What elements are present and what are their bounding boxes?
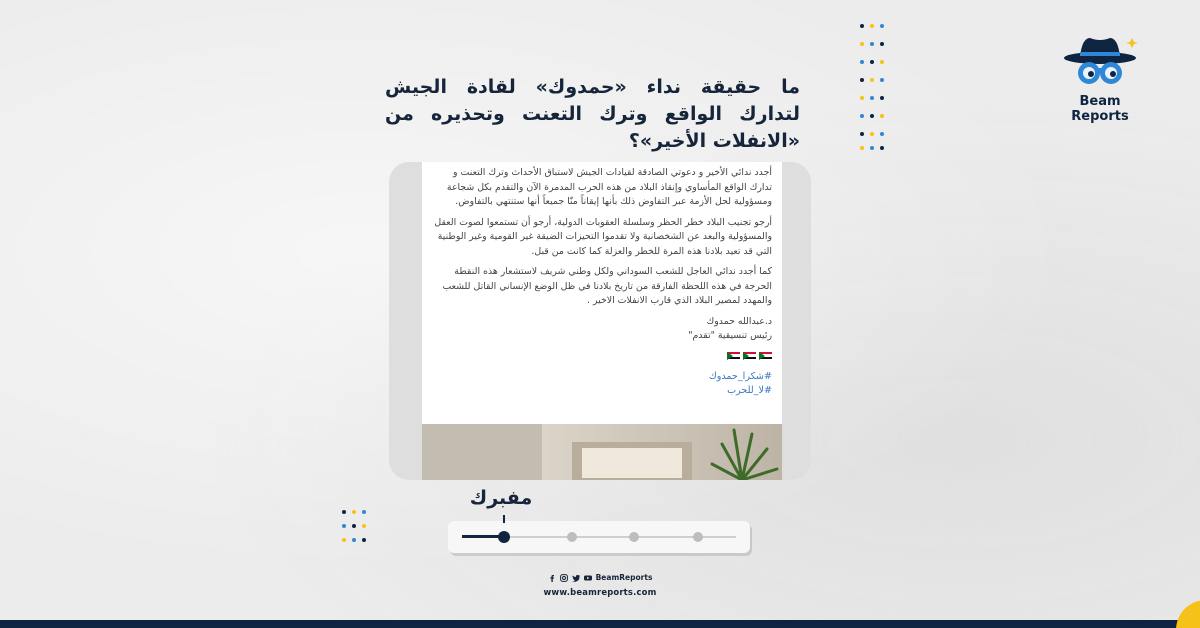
verdict-label: مفبرك [469,487,533,509]
verdict-scale [448,521,750,553]
verdict-scale-step [693,532,703,542]
website-url[interactable]: www.beamreports.com [543,587,657,597]
post-screenshot-card [389,162,811,480]
brand-name: Beam Reports [1071,94,1129,124]
post-paragraph: أرجو تجنيب البلاد خطر الحظر وسلسلة العقوبات الدولية، أرجو أن تستمعوا لصوت العقل والمسؤولية والبعد عن الشخصانية ولا تقدموا التحيزات الضيقة غير القومية وغير الوطنية التي قد تعيد بلادنا هذه المرة للخطر والعزلة كما كانت من قبل. [434,216,772,257]
instagram-icon[interactable] [560,574,568,582]
post-body [422,162,782,398]
social-links [540,573,660,582]
sudan-flag-icon [727,352,740,360]
post-paragraph: كما أجدد ندائي العاجل للشعب السوداني ولكل وطني شريف لاستشعار هذه النقطة الحرجة في هذه اللحظة الفارقة من تاريخ بلادنا في ظل الوضع الإنساني القاتل للشعب والمهدد لمصير البلاد الذي قارب الانفلات الاخير . [442,266,772,306]
sudan-flag-icon [743,352,756,360]
decorative-dots-top [858,22,890,152]
signature-name: د.عبدالله حمدوك [706,315,772,327]
post-paragraph: أجدد ندائي الأخير و دعوتي الصادقة لقيادات الجيش لاستباق الأحداث وترك التعنت و تدارك الواقع المأساوي وإنقاذ البلاد من هذه الحرب المدمرة الآن والتقدم بكل شجاعة ومسؤولية لحل الأزمة عبر التفاوض ذلك بأنها إيقاناً منّا جميعاً أنها ستنتهي بالتفاوض. [446,167,772,207]
palm-plant-illustration [422,424,782,480]
youtube-icon[interactable] [584,574,592,582]
hashtag-link[interactable]: #لا_للحرب [727,384,772,396]
verdict-scale-step [629,532,639,542]
brand-logo [1050,30,1150,124]
verdict-pointer [503,515,505,523]
footer-social [540,573,660,597]
twitter-icon[interactable] [572,574,580,582]
flag-emoji-row [428,352,772,360]
social-handle[interactable]: BeamReports [595,573,653,582]
corner-accent-circle [1176,600,1200,628]
headline: ما حقيقة نداء «حمدوك» لقادة الجيش لتدارك الواقع وترك التعنت وتحذيره من «الانفلات الأخير»؟ [385,76,800,152]
verdict-scale-step [498,531,510,543]
bottom-bar [0,620,1200,628]
signature-title: رئيس تنسيقية "تقدم" [688,330,772,341]
verdict-scale-step [567,532,577,542]
sudan-flag-icon [759,352,772,360]
facebook-icon[interactable] [548,574,556,582]
hashtag-link[interactable]: #شكرا_حمدوك [708,370,772,382]
spy-hat-glasses-icon [1060,30,1140,90]
decorative-dots-bottom [340,508,372,548]
post-photo [422,424,782,480]
hashtags [428,370,772,398]
